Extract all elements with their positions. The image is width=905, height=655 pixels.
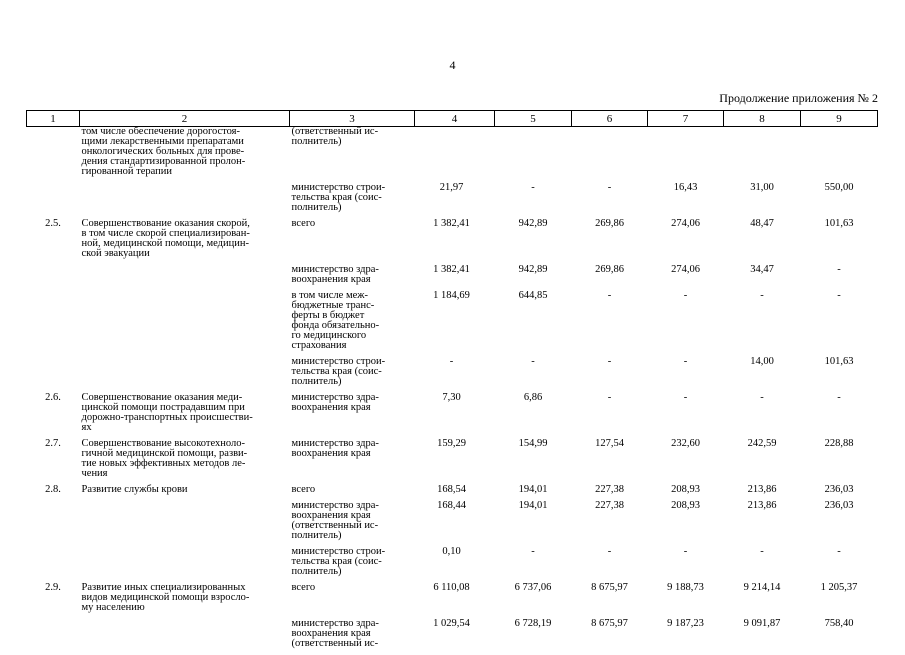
value-col-7 (648, 501, 724, 547)
value-col-7 (648, 583, 724, 619)
value-col-9-text: - (837, 264, 841, 275)
table-row (27, 127, 878, 184)
value-col-6 (572, 547, 648, 583)
value-col-8 (724, 501, 801, 547)
funding-source-text: министерство здра- воохранения края (ответственный ис- полнитель) (292, 500, 379, 541)
value-col-5 (495, 583, 572, 619)
value-col-5 (495, 393, 572, 439)
value-col-9 (801, 127, 878, 184)
header-col-2: 2 (80, 111, 290, 127)
value-col-9-text: - (837, 392, 841, 403)
value-col-7-text: 9 187,23 (667, 618, 704, 629)
value-col-7 (648, 547, 724, 583)
value-col-4-text: 6 110,08 (433, 582, 469, 593)
value-col-6-text: - (608, 546, 612, 557)
value-col-7 (648, 183, 724, 219)
value-col-5 (495, 357, 572, 393)
value-col-6 (572, 357, 648, 393)
value-col-4 (415, 265, 495, 291)
funding-source (290, 619, 415, 655)
value-col-9 (801, 619, 878, 655)
value-col-6-text: 269,86 (595, 264, 624, 275)
value-col-5 (495, 127, 572, 184)
value-col-7-text: 232,60 (671, 438, 700, 449)
value-col-9 (801, 583, 878, 619)
value-col-8-text: 48,47 (750, 218, 774, 229)
funding-source-text: всего (292, 484, 316, 495)
value-col-5-text: 942,89 (519, 264, 548, 275)
funding-source-text: всего (292, 218, 316, 229)
funding-source (290, 583, 415, 619)
funding-source-text: министерство здра- воохранения края (292, 392, 379, 413)
value-col-7 (648, 357, 724, 393)
value-col-5 (495, 183, 572, 219)
value-col-6 (572, 501, 648, 547)
value-col-4-text: 1 029,54 (433, 618, 470, 629)
row-number (27, 501, 80, 547)
value-col-9-text: - (837, 546, 841, 557)
value-col-4-text: 159,29 (437, 438, 466, 449)
value-col-4 (415, 501, 495, 547)
value-col-7-text: - (684, 546, 688, 557)
value-col-9-text: 236,03 (825, 484, 854, 495)
value-col-7 (648, 393, 724, 439)
table-row (27, 291, 878, 357)
measure-name-text: том числе обеспечение дорогостоя- щими лекарственными препаратами онкологических больных для прове- дения стандартизированной пролон- гированной терапии (82, 126, 246, 177)
value-col-4-text: 168,54 (437, 484, 466, 495)
value-col-8-text: 14,00 (750, 356, 774, 367)
value-col-5 (495, 547, 572, 583)
value-col-5 (495, 439, 572, 485)
value-col-4-text: 7,30 (442, 392, 460, 403)
value-col-7-text: - (684, 290, 688, 301)
value-col-8-text: 242,59 (748, 438, 777, 449)
row-number (27, 291, 80, 357)
value-col-9 (801, 439, 878, 485)
value-col-9 (801, 357, 878, 393)
measure-name-text: Совершенствование оказания скорой, в том числе скорой специализирован- ной, медицинской помощи, медицин- ской эвакуации (82, 218, 250, 259)
value-col-5 (495, 501, 572, 547)
value-col-7 (648, 265, 724, 291)
value-col-4 (415, 439, 495, 485)
measure-name (80, 265, 290, 291)
measure-name (80, 547, 290, 583)
value-col-4 (415, 183, 495, 219)
continuation-caption: Продолжение приложения № 2 (719, 91, 878, 106)
value-col-8 (724, 547, 801, 583)
value-col-6 (572, 127, 648, 184)
funding-source (290, 265, 415, 291)
table-row (27, 439, 878, 485)
header-col-8: 8 (724, 111, 801, 127)
value-col-9-text: 1 205,37 (821, 582, 858, 593)
value-col-5-text: - (531, 182, 535, 193)
value-col-4 (415, 393, 495, 439)
value-col-6 (572, 619, 648, 655)
funding-source (290, 357, 415, 393)
row-number (27, 393, 80, 439)
value-col-6 (572, 393, 648, 439)
value-col-4 (415, 357, 495, 393)
value-col-5 (495, 291, 572, 357)
row-number (27, 219, 80, 265)
funding-source-text: в том числе меж- бюджетные транс- ферты в бюджет фонда обязательно- го медицинского страхования (292, 290, 380, 351)
funding-source (290, 485, 415, 501)
value-col-4-text: 0,10 (442, 546, 460, 557)
table-row (27, 219, 878, 265)
value-col-8-text: 213,86 (748, 500, 777, 511)
value-col-4 (415, 485, 495, 501)
row-number-text: 2.8. (45, 484, 61, 495)
funding-source (290, 393, 415, 439)
value-col-5 (495, 485, 572, 501)
appendix-table (26, 110, 878, 655)
header-col-5: 5 (495, 111, 572, 127)
funding-source (290, 291, 415, 357)
row-number (27, 265, 80, 291)
value-col-7-text: 208,93 (671, 484, 700, 495)
value-col-6 (572, 219, 648, 265)
value-col-9-text: 236,03 (825, 500, 854, 511)
value-col-8-text: 9 214,14 (744, 582, 781, 593)
funding-source-text: министерство здра- воохранения края (292, 264, 379, 285)
value-col-4-text: - (450, 356, 454, 367)
table-row (27, 619, 878, 655)
value-col-7 (648, 439, 724, 485)
value-col-9 (801, 219, 878, 265)
value-col-4 (415, 583, 495, 619)
funding-source-text: министерство строи- тельства края (соис- полнитель) (292, 356, 386, 387)
table-body (27, 127, 878, 655)
value-col-8-text: 34,47 (750, 264, 774, 275)
value-col-5 (495, 619, 572, 655)
value-col-7-text: 16,43 (674, 182, 698, 193)
measure-name (80, 485, 290, 501)
header-col-6: 6 (572, 111, 648, 127)
row-number-text: 2.5. (45, 218, 61, 229)
measure-name (80, 501, 290, 547)
measure-name (80, 127, 290, 184)
measure-name (80, 393, 290, 439)
value-col-6 (572, 291, 648, 357)
page-number: 4 (0, 58, 905, 73)
value-col-9-text: 758,40 (825, 618, 854, 629)
value-col-9 (801, 393, 878, 439)
measure-name-text: Совершенствование высокотехноло- гичной медицинской помощи, разви- тие новых эффективных методов ле- чения (82, 438, 248, 479)
funding-source (290, 501, 415, 547)
measure-name-text: Совершенствование оказания меди- цинской помощи пострадавшим при дорожно-транспортных происшестви- ях (82, 392, 253, 433)
row-number (27, 127, 80, 184)
value-col-4-text: 1 382,41 (433, 264, 470, 275)
value-col-6-text: - (608, 290, 612, 301)
row-number-text: 2.6. (45, 392, 61, 403)
value-col-8 (724, 393, 801, 439)
value-col-4-text: 21,97 (440, 182, 464, 193)
header-col-3: 3 (290, 111, 415, 127)
value-col-6-text: - (608, 392, 612, 403)
value-col-7-text: 274,06 (671, 264, 700, 275)
value-col-5-text: 644,85 (519, 290, 548, 301)
value-col-9-text: - (837, 290, 841, 301)
value-col-8-text: - (760, 290, 764, 301)
row-number (27, 439, 80, 485)
value-col-9 (801, 485, 878, 501)
value-col-7-text: - (684, 392, 688, 403)
header-col-9: 9 (801, 111, 878, 127)
table-row (27, 393, 878, 439)
funding-source-text: министерство строи- тельства края (соис- полнитель) (292, 182, 386, 213)
funding-source-text: министерство строи- тельства края (соис- полнитель) (292, 546, 386, 577)
funding-source-text: министерство здра- воохранения края (ответственный ис- (292, 618, 379, 649)
funding-source-text: министерство здра- воохранения края (292, 438, 379, 459)
value-col-7-text: 274,06 (671, 218, 700, 229)
value-col-8 (724, 265, 801, 291)
value-col-6-text: 227,38 (595, 500, 624, 511)
funding-source-text: (ответственный ис- полнитель) (292, 126, 379, 147)
value-col-8 (724, 485, 801, 501)
table-row (27, 265, 878, 291)
value-col-8 (724, 219, 801, 265)
funding-source (290, 547, 415, 583)
row-number (27, 619, 80, 655)
value-col-5-text: 6,86 (524, 392, 542, 403)
value-col-7-text: 9 188,73 (667, 582, 704, 593)
value-col-9 (801, 291, 878, 357)
header-col-7: 7 (648, 111, 724, 127)
value-col-6 (572, 583, 648, 619)
value-col-6-text: 8 675,97 (591, 582, 628, 593)
value-col-6 (572, 485, 648, 501)
funding-source (290, 439, 415, 485)
value-col-7 (648, 291, 724, 357)
header-col-4: 4 (415, 111, 495, 127)
value-col-8-text: - (760, 546, 764, 557)
value-col-5-text: 6 728,19 (515, 618, 552, 629)
row-number (27, 547, 80, 583)
measure-name (80, 357, 290, 393)
value-col-7 (648, 219, 724, 265)
value-col-6-text: 227,38 (595, 484, 624, 495)
table-row (27, 357, 878, 393)
value-col-9 (801, 265, 878, 291)
value-col-6 (572, 183, 648, 219)
value-col-6-text: 127,54 (595, 438, 624, 449)
measure-name (80, 219, 290, 265)
measure-name (80, 619, 290, 655)
measure-name-text: Развитие иных специализированных видов медицинской помощи взросло- му населению (82, 582, 250, 613)
value-col-5 (495, 265, 572, 291)
table-row (27, 501, 878, 547)
row-number (27, 583, 80, 619)
value-col-5-text: 194,01 (519, 500, 548, 511)
measure-name (80, 183, 290, 219)
measure-name (80, 439, 290, 485)
value-col-9-text: 101,63 (825, 356, 854, 367)
value-col-4-text: 1 382,41 (433, 218, 470, 229)
value-col-7-text: 208,93 (671, 500, 700, 511)
value-col-8 (724, 357, 801, 393)
value-col-4 (415, 547, 495, 583)
header-row (27, 111, 878, 127)
value-col-8-text: - (760, 392, 764, 403)
value-col-4-text: 168,44 (437, 500, 466, 511)
table-row (27, 583, 878, 619)
value-col-7 (648, 127, 724, 184)
value-col-7 (648, 485, 724, 501)
value-col-8 (724, 291, 801, 357)
value-col-5-text: - (531, 356, 535, 367)
value-col-8 (724, 439, 801, 485)
header-col-1: 1 (27, 111, 80, 127)
table-row (27, 485, 878, 501)
measure-name (80, 291, 290, 357)
funding-source (290, 219, 415, 265)
value-col-8 (724, 583, 801, 619)
row-number (27, 485, 80, 501)
value-col-5-text: 194,01 (519, 484, 548, 495)
value-col-9-text: 228,88 (825, 438, 854, 449)
value-col-5-text: - (531, 546, 535, 557)
funding-source-text: всего (292, 582, 316, 593)
value-col-7-text: - (684, 356, 688, 367)
value-col-8-text: 213,86 (748, 484, 777, 495)
row-number-text: 2.7. (45, 438, 61, 449)
value-col-5-text: 154,99 (519, 438, 548, 449)
value-col-9-text: 550,00 (825, 182, 854, 193)
value-col-5-text: 942,89 (519, 218, 548, 229)
measure-name (80, 583, 290, 619)
value-col-8 (724, 127, 801, 184)
row-number (27, 183, 80, 219)
value-col-5 (495, 219, 572, 265)
value-col-6 (572, 265, 648, 291)
value-col-6 (572, 439, 648, 485)
value-col-4 (415, 219, 495, 265)
row-number-text: 2.9. (45, 582, 61, 593)
measure-name-text: Развитие службы крови (82, 484, 188, 495)
table-row (27, 547, 878, 583)
table-row (27, 183, 878, 219)
value-col-4 (415, 127, 495, 184)
value-col-8 (724, 183, 801, 219)
value-col-8-text: 9 091,87 (744, 618, 781, 629)
value-col-9 (801, 501, 878, 547)
value-col-6-text: 8 675,97 (591, 618, 628, 629)
value-col-4-text: 1 184,69 (433, 290, 470, 301)
row-number (27, 357, 80, 393)
funding-source (290, 183, 415, 219)
value-col-9 (801, 183, 878, 219)
value-col-9 (801, 547, 878, 583)
value-col-8-text: 31,00 (750, 182, 774, 193)
value-col-5-text: 6 737,06 (515, 582, 552, 593)
funding-source (290, 127, 415, 184)
value-col-6-text: 269,86 (595, 218, 624, 229)
value-col-9-text: 101,63 (825, 218, 854, 229)
value-col-8 (724, 619, 801, 655)
value-col-6-text: - (608, 356, 612, 367)
value-col-4 (415, 619, 495, 655)
value-col-6-text: - (608, 182, 612, 193)
value-col-7 (648, 619, 724, 655)
value-col-4 (415, 291, 495, 357)
